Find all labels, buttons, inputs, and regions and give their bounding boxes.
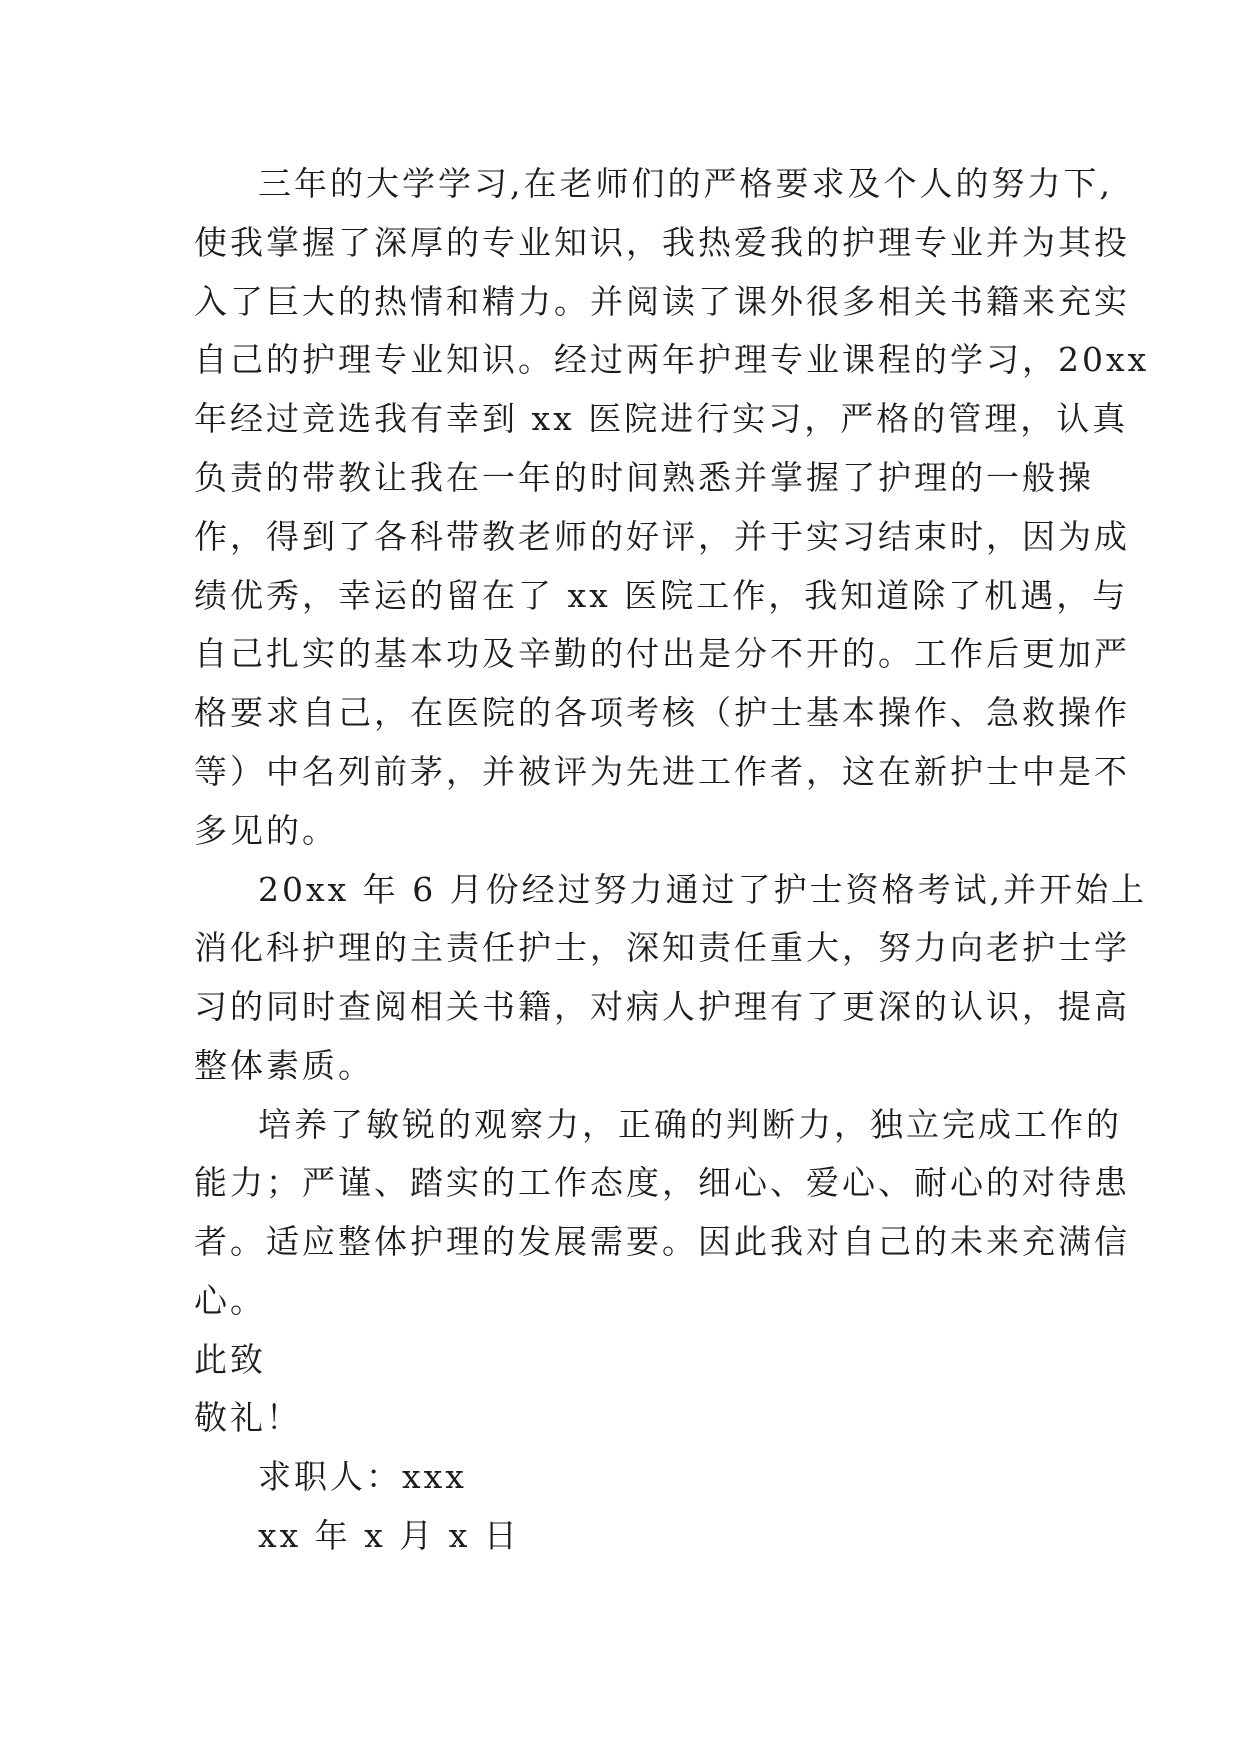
paragraph-1-line-8: 绩优秀，幸运的留在了 xx 医院工作，我知道除了机遇，与 [194, 576, 1129, 615]
closing-salutation: 此致 [194, 1340, 266, 1379]
closing-regards: 敬礼！ [194, 1398, 302, 1437]
paragraph-1-line-3: 入了巨大的热情和精力。并阅读了课外很多相关书籍来充实 [194, 282, 1130, 321]
paragraph-1-line-2: 使我掌握了深厚的专业知识，我热爱我的护理专业并为其投 [194, 223, 1130, 262]
paragraph-1-line-10: 格要求自己，在医院的各项考核（护士基本操作、急救操作 [194, 693, 1130, 732]
paragraph-1-line-5: 年经过竞选我有幸到 xx 医院进行实习，严格的管理，认真 [194, 399, 1129, 438]
paragraph-1-line-9: 自己扎实的基本功及辛勤的付出是分不开的。工作后更加严 [194, 634, 1130, 673]
paragraph-3-line-3: 者。适应整体护理的发展需要。因此我对自己的未来充满信 [194, 1222, 1130, 1261]
paragraph-1-line-1: 三年的大学学习,在老师们的严格要求及个人的努力下, [258, 164, 1113, 203]
paragraph-1-line-4: 自己的护理专业知识。经过两年护理专业课程的学习，20xx [194, 340, 1150, 379]
paragraph-2-line-3: 习的同时查阅相关书籍，对病人护理有了更深的认识，提高 [194, 987, 1130, 1026]
signature-applicant: 求职人：xxx [258, 1457, 467, 1496]
paragraph-2-line-2: 消化科护理的主责任护士，深知责任重大，努力向老护士学 [194, 928, 1130, 967]
paragraph-1-line-11: 等）中名列前茅，并被评为先进工作者，这在新护士中是不 [194, 752, 1130, 791]
paragraph-3-line-4: 心。 [194, 1281, 266, 1320]
paragraph-1-line-6: 负责的带教让我在一年的时间熟悉并掌握了护理的一般操 [194, 458, 1094, 497]
signature-date: xx 年 x 月 x 日 [258, 1516, 520, 1555]
paragraph-2-line-4: 整体素质。 [194, 1046, 374, 1085]
paragraph-1-line-12: 多见的。 [194, 811, 338, 850]
paragraph-3-line-2: 能力；严谨、踏实的工作态度，细心、爱心、耐心的对待患 [194, 1163, 1130, 1202]
paragraph-3-line-1: 培养了敏锐的观察力，正确的判断力，独立完成工作的 [258, 1105, 1122, 1144]
paragraph-2-line-1: 20xx 年 6 月份经过努力通过了护士资格考试,并开始上 [258, 870, 1148, 909]
paragraph-1-line-7: 作，得到了各科带教老师的好评，并于实习结束时，因为成 [194, 517, 1130, 556]
